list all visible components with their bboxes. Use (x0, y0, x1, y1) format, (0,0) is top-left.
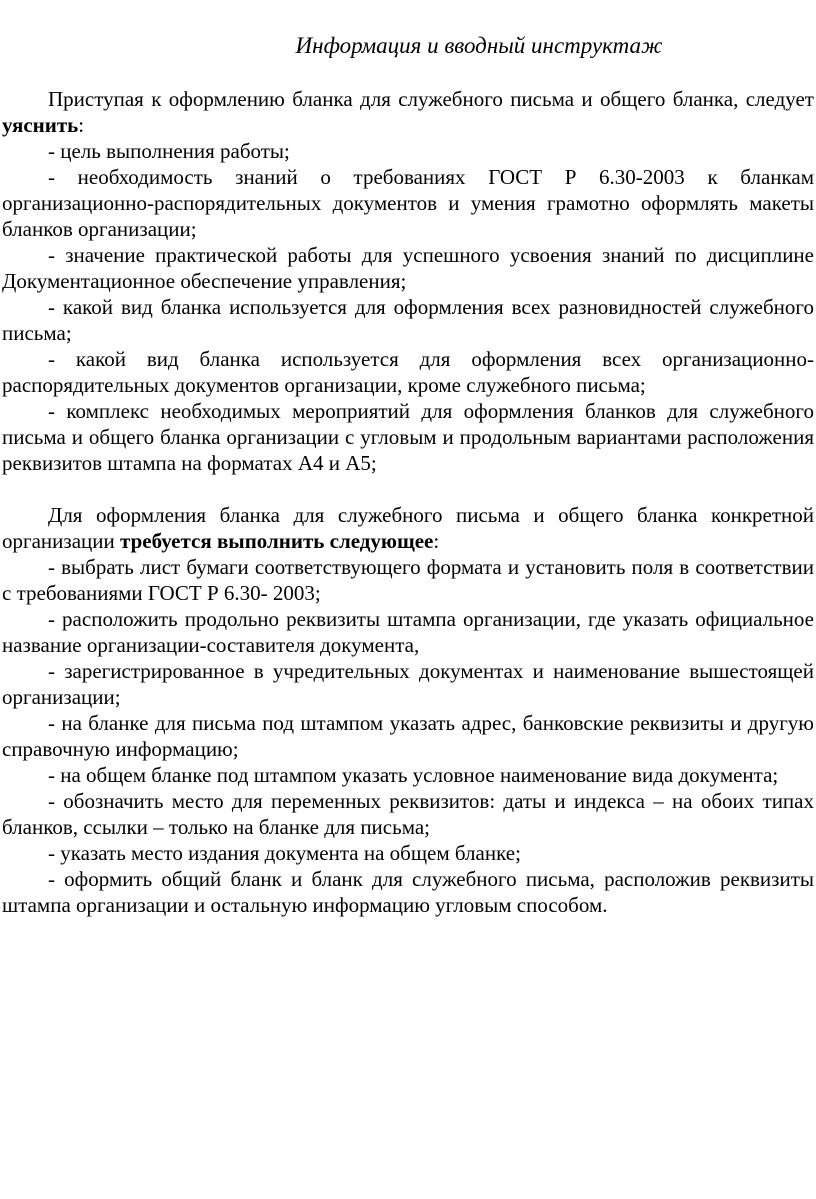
list-item: - обозначить место для переменных реквизитов: даты и индекса – на обоих типах бланков, ссылки – только на бланке для письма; (2, 789, 814, 839)
list-item: - на бланке для письма под штампом указать адрес, банковские реквизиты и другую справочную информацию; (2, 711, 814, 761)
list-item: - указать место издания документа на общем бланке; (48, 841, 521, 865)
document-body (2, 86, 814, 918)
list-item: - на общем бланке под штампом указать условное наименование вида документа; (48, 763, 779, 787)
section1-intro (2, 86, 814, 138)
section2-intro-text: Для оформления бланка для служебного письма и общего бланка конкретной организации (2, 503, 814, 553)
list-item: - зарегистрированное в учредительных документах и наименование вышестоящей организации; (2, 659, 814, 709)
section1-intro-text: Приступая к оформлению бланка для служебного письма и общего бланка, следует (48, 87, 814, 111)
list-item: - значение практической работы для успешного усвоения знаний по дисциплине Документационное обеспечение управления; (2, 243, 814, 293)
section-spacer (2, 476, 814, 502)
list-item: - комплекс необходимых мероприятий для оформления бланков для служебного письма и общего бланка организации с угловым и продольным вариантами расположения реквизитов штампа на форматах А4 и А5; (2, 399, 814, 475)
section1-intro-bold: уяснить (2, 113, 79, 137)
section2-intro-colon: : (433, 529, 440, 553)
list-item: - цель выполнения работы; (48, 139, 290, 163)
list-item: - оформить общий бланк и бланк для служебного письма, расположив реквизиты штампа организации и остальную информацию угловым способом. (2, 867, 814, 917)
list-item: - расположить продольно реквизиты штампа организации, где указать официальное название организации-составителя документа, (2, 607, 814, 657)
section2-intro (2, 502, 814, 554)
section2-intro-bold: требуется выполнить следующее (120, 529, 434, 553)
document-title: Информация и вводный инструктаж (295, 33, 663, 58)
list-item: - выбрать лист бумаги соответствующего формата и установить поля в соответствии с требованиями ГОСТ Р 6.30- 2003; (2, 555, 814, 605)
list-item: - необходимость знаний о требованиях ГОСТ Р 6.30-2003 к бланкам организационно-распорядительных документов и умения грамотно оформлять макеты бланков организации; (2, 165, 814, 241)
list-item: - какой вид бланка используется для оформления всех организационно-распорядительных документов организации, кроме служебного письма; (2, 347, 814, 397)
section1-intro-colon: : (78, 113, 85, 137)
list-item: - какой вид бланка используется для оформления всех разновидностей служебного письма; (2, 295, 814, 345)
